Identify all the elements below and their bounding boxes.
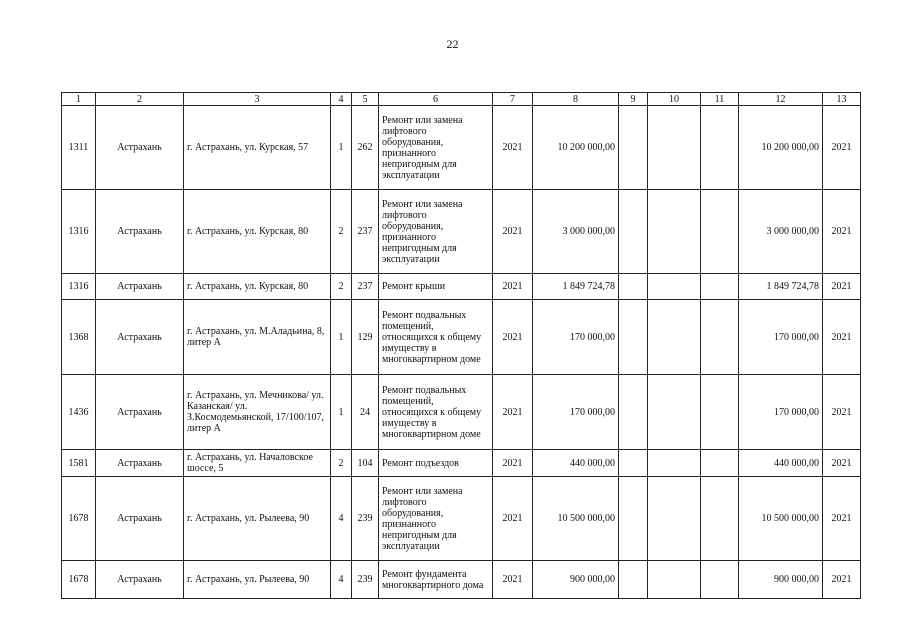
col-4: 2 xyxy=(331,450,352,477)
house-id: 1316 xyxy=(62,274,96,300)
col-12-cost: 440 000,00 xyxy=(739,450,823,477)
city: Астрахань xyxy=(96,300,184,375)
table-row xyxy=(62,561,861,599)
total-cost: 1 849 724,78 xyxy=(533,274,619,300)
col-11 xyxy=(701,274,739,300)
col-11 xyxy=(701,561,739,599)
col-12-cost: 170 000,00 xyxy=(739,375,823,450)
col-9 xyxy=(619,477,648,561)
table-row xyxy=(62,450,861,477)
address: г. Астрахань, ул. Началовское шоссе, 5 xyxy=(184,450,331,477)
col-13-year: 2021 xyxy=(823,450,861,477)
col-10 xyxy=(648,561,701,599)
total-cost: 170 000,00 xyxy=(533,300,619,375)
col-number-header: 6 xyxy=(379,93,493,106)
col-number-header: 3 xyxy=(184,93,331,106)
address: г. Астрахань, ул. Курская, 57 xyxy=(184,106,331,190)
work-type: Ремонт подъездов xyxy=(379,450,493,477)
col-number-header: 4 xyxy=(331,93,352,106)
table-row xyxy=(62,375,861,450)
col-4: 2 xyxy=(331,274,352,300)
col-11 xyxy=(701,375,739,450)
col-4: 4 xyxy=(331,477,352,561)
col-9 xyxy=(619,561,648,599)
total-cost: 3 000 000,00 xyxy=(533,190,619,274)
table-row xyxy=(62,106,861,190)
col-10 xyxy=(648,477,701,561)
col-11 xyxy=(701,450,739,477)
year: 2021 xyxy=(493,190,533,274)
col-12-cost: 900 000,00 xyxy=(739,561,823,599)
work-type: Ремонт подвальных помещений, относящихся к общему имуществу в многоквартирном доме xyxy=(379,375,493,450)
col-12-cost: 10 500 000,00 xyxy=(739,477,823,561)
col-5: 237 xyxy=(352,274,379,300)
total-cost: 170 000,00 xyxy=(533,375,619,450)
col-9 xyxy=(619,274,648,300)
work-type: Ремонт или замена лифтового оборудования, признанного непригодным для эксплуатации xyxy=(379,190,493,274)
page-number: 22 xyxy=(446,37,459,51)
col-number-header: 7 xyxy=(493,93,533,106)
col-9 xyxy=(619,450,648,477)
col-13-year: 2021 xyxy=(823,190,861,274)
year: 2021 xyxy=(493,450,533,477)
city: Астрахань xyxy=(96,106,184,190)
col-number-header: 2 xyxy=(96,93,184,106)
col-11 xyxy=(701,477,739,561)
col-13-year: 2021 xyxy=(823,561,861,599)
col-number-header: 8 xyxy=(533,93,619,106)
address: г. Астрахань, ул. Курская, 80 xyxy=(184,190,331,274)
col-12-cost: 170 000,00 xyxy=(739,300,823,375)
total-cost: 10 200 000,00 xyxy=(533,106,619,190)
year: 2021 xyxy=(493,561,533,599)
col-5: 239 xyxy=(352,477,379,561)
work-type: Ремонт крыши xyxy=(379,274,493,300)
total-cost: 900 000,00 xyxy=(533,561,619,599)
city: Астрахань xyxy=(96,561,184,599)
house-id: 1316 xyxy=(62,190,96,274)
col-number-header: 12 xyxy=(739,93,823,106)
address: г. Астрахань, ул. Рылеева, 90 xyxy=(184,477,331,561)
col-13-year: 2021 xyxy=(823,300,861,375)
house-id: 1436 xyxy=(62,375,96,450)
total-cost: 10 500 000,00 xyxy=(533,477,619,561)
col-12-cost: 3 000 000,00 xyxy=(739,190,823,274)
table-row xyxy=(62,190,861,274)
col-10 xyxy=(648,190,701,274)
work-type: Ремонт подвальных помещений, относящихся к общему имуществу в многоквартирном доме xyxy=(379,300,493,375)
col-5: 239 xyxy=(352,561,379,599)
col-4: 1 xyxy=(331,375,352,450)
col-number-header: 11 xyxy=(701,93,739,106)
col-13-year: 2021 xyxy=(823,274,861,300)
col-10 xyxy=(648,274,701,300)
address: г. Астрахань, ул. Мечникова/ ул. Казанская/ ул. З.Космодемьянской, 17/100/107, литер А xyxy=(184,375,331,450)
year: 2021 xyxy=(493,274,533,300)
col-5: 24 xyxy=(352,375,379,450)
col-4: 1 xyxy=(331,300,352,375)
table-row xyxy=(62,274,861,300)
address: г. Астрахань, ул. Рылеева, 90 xyxy=(184,561,331,599)
address: г. Астрахань, ул. Курская, 80 xyxy=(184,274,331,300)
year: 2021 xyxy=(493,300,533,375)
col-4: 2 xyxy=(331,190,352,274)
col-11 xyxy=(701,190,739,274)
house-id: 1311 xyxy=(62,106,96,190)
col-5: 104 xyxy=(352,450,379,477)
col-number-header: 5 xyxy=(352,93,379,106)
table-row xyxy=(62,477,861,561)
col-9 xyxy=(619,375,648,450)
col-11 xyxy=(701,106,739,190)
col-10 xyxy=(648,375,701,450)
col-number-header: 9 xyxy=(619,93,648,106)
col-number-header: 1 xyxy=(62,93,96,106)
col-13-year: 2021 xyxy=(823,477,861,561)
col-12-cost: 10 200 000,00 xyxy=(739,106,823,190)
year: 2021 xyxy=(493,477,533,561)
col-9 xyxy=(619,300,648,375)
col-9 xyxy=(619,190,648,274)
city: Астрахань xyxy=(96,274,184,300)
col-5: 262 xyxy=(352,106,379,190)
total-cost: 440 000,00 xyxy=(533,450,619,477)
column-number-row xyxy=(62,93,861,106)
registry-table xyxy=(61,92,861,599)
house-id: 1678 xyxy=(62,477,96,561)
col-4: 1 xyxy=(331,106,352,190)
col-4: 4 xyxy=(331,561,352,599)
col-13-year: 2021 xyxy=(823,375,861,450)
house-id: 1678 xyxy=(62,561,96,599)
col-10 xyxy=(648,300,701,375)
col-9 xyxy=(619,106,648,190)
city: Астрахань xyxy=(96,190,184,274)
col-number-header: 10 xyxy=(648,93,701,106)
col-10 xyxy=(648,106,701,190)
city: Астрахань xyxy=(96,477,184,561)
work-type: Ремонт или замена лифтового оборудования, признанного непригодным для эксплуатации xyxy=(379,106,493,190)
house-id: 1368 xyxy=(62,300,96,375)
col-10 xyxy=(648,450,701,477)
city: Астрахань xyxy=(96,450,184,477)
address: г. Астрахань, ул. М.Аладьина, 8, литер А xyxy=(184,300,331,375)
work-type: Ремонт или замена лифтового оборудования, признанного непригодным для эксплуатации xyxy=(379,477,493,561)
year: 2021 xyxy=(493,106,533,190)
col-5: 129 xyxy=(352,300,379,375)
work-type: Ремонт фундамента многоквартирного дома xyxy=(379,561,493,599)
col-11 xyxy=(701,300,739,375)
table-row xyxy=(62,300,861,375)
house-id: 1581 xyxy=(62,450,96,477)
city: Астрахань xyxy=(96,375,184,450)
year: 2021 xyxy=(493,375,533,450)
col-13-year: 2021 xyxy=(823,106,861,190)
col-number-header: 13 xyxy=(823,93,861,106)
col-5: 237 xyxy=(352,190,379,274)
col-12-cost: 1 849 724,78 xyxy=(739,274,823,300)
